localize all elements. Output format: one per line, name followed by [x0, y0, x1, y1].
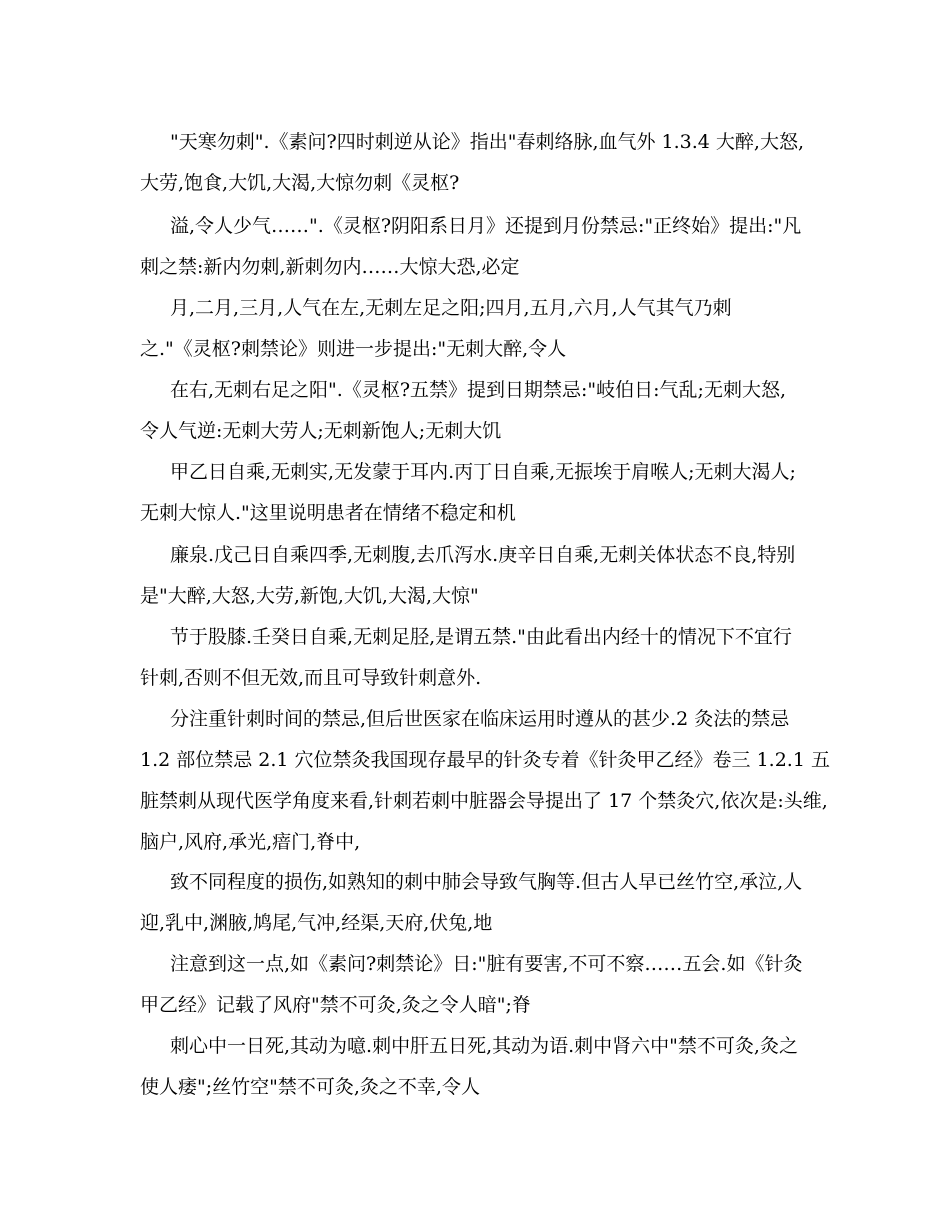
paragraph: [140, 699, 830, 863]
text-line: 分注重针刺时间的禁忌,但后世医家在临床运用时遵从的甚少.2 灸法的禁忌: [170, 708, 790, 730]
text-line: 针刺,否则不但无效,而且可导致针刺意外.: [140, 667, 482, 689]
text-line: 刺之禁:新内勿刺,新刺勿内……大惊大恐,必定: [140, 256, 520, 278]
text-line: 致不同程度的损伤,如熟知的刺中肺会导致气胸等.但古人早已丝竹空,承泣,人: [170, 871, 803, 893]
paragraph: [140, 944, 830, 1026]
text-line: 迎,乳中,渊腋,鸠尾,气冲,经渠,天府,伏兔,地: [140, 912, 493, 934]
paragraph: [140, 1026, 830, 1108]
paragraph: [140, 535, 830, 617]
paragraph: [140, 206, 830, 288]
text-line: 注意到这一点,如《素问?刺禁论》日:"脏有要害,不可不察……五会.如《针灸: [170, 953, 803, 975]
text-line: "天寒勿刺".《素问?四时刺逆从论》指出"春刺络脉,血气外 1.3.4 大醉,大怒,: [170, 131, 804, 153]
text-line: 是"大醉,大怒,大劳,新饱,大饥,大渴,大惊": [140, 585, 479, 607]
text-line: 溢,令人少气……".《灵枢?阴阳系日月》还提到月份禁忌:"正终始》提出:"凡: [170, 215, 802, 237]
text-line: 之."《灵枢?刺禁论》则进一步提出:"无刺大醉,令人: [140, 338, 567, 360]
paragraph: [140, 862, 830, 944]
text-line: 廉泉.戊己日自乘四季,无刺腹,去爪泻水.庚辛日自乘,无刺关体状态不良,特别: [170, 544, 796, 566]
paragraph: [140, 288, 830, 370]
text-line: 脑户,风府,承光,瘖门,脊中,: [140, 831, 361, 853]
text-line: 节于股膝.壬癸日自乘,无刺足胫,是谓五禁."由此看出内经十的情况下不宜行: [170, 626, 792, 648]
text-line: 甲乙日自乘,无刺实,无发蒙于耳内.丙丁日自乘,无振埃于肩喉人;无刺大渴人;: [170, 461, 796, 483]
text-line: 无刺大惊人."这里说明患者在情绪不稳定和机: [140, 502, 516, 524]
text-line: 令人气逆:无刺大劳人;无刺新饱人;无刺大饥: [140, 420, 502, 442]
text-line: 在右,无刺右足之阳".《灵枢?五禁》提到日期禁忌:"岐伯日:气乱;无刺大怒,: [170, 379, 786, 401]
text-line: 刺心中一日死,其动为噫.刺中肝五日死,其动为语.刺中肾六中"禁不可灸,灸之: [170, 1035, 798, 1057]
text-line: 大劳,饱食,大饥,大渴,大惊勿刺《灵枢?: [140, 172, 460, 194]
paragraph: [140, 122, 830, 204]
paragraph: [140, 370, 830, 452]
paragraph: [140, 452, 830, 534]
text-line: 月,二月,三月,人气在左,无刺左足之阳;四月,五月,六月,人气其气乃刺: [170, 297, 732, 319]
text-line: 使人痿";丝竹空"禁不可灸,灸之不幸,令人: [140, 1076, 480, 1098]
text-line: 1.2 部位禁忌 2.1 穴位禁灸我国现存最早的针灸专着《针灸甲乙经》卷三 1.2.1 五: [140, 749, 830, 771]
paragraph: [140, 617, 830, 699]
text-line: 甲乙经》记载了风府"禁不可灸,灸之令人暗";脊: [140, 994, 531, 1016]
text-line: 脏禁刺从现代医学角度来看,针刺若刺中脏器会导提出了 17 个禁灸穴,依次是:头维,: [140, 790, 828, 812]
